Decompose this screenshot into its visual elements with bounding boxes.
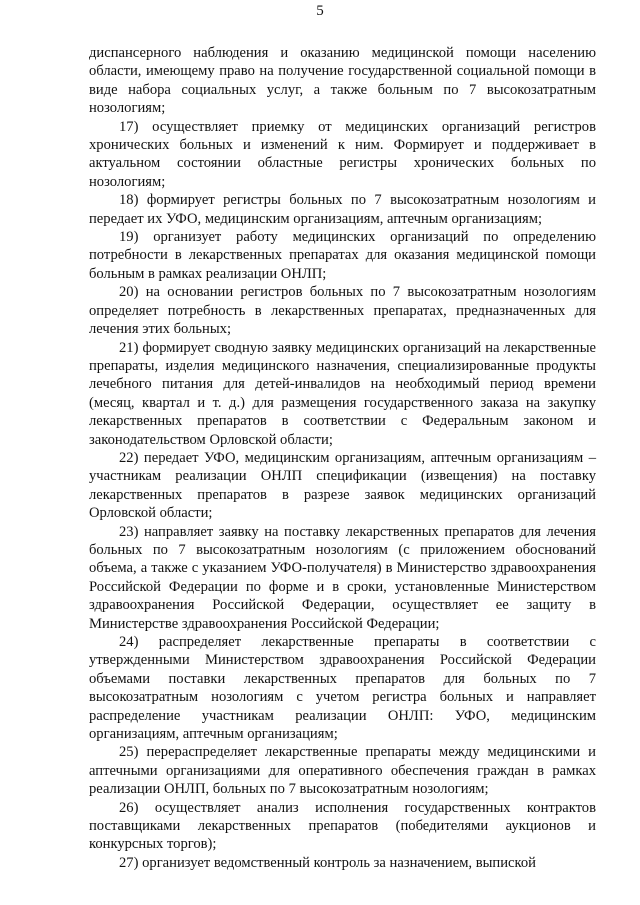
page-number: 5 <box>316 3 324 19</box>
paragraph-item-26: 26) осуществляет анализ исполнения государственных контрактов поставщиками лекарственных препаратов (победителями аукционов и конкурсных торгов); <box>89 799 596 853</box>
paragraph-item-18: 18) формирует регистры больных по 7 высокозатратным нозологиям и передает их УФО, медицинским организациям, аптечным организациям; <box>89 192 596 227</box>
paragraph-item-23: 23) направляет заявку на поставку лекарственных препаратов для лечения больных по 7 высокозатратным нозологиям (с приложением обоснований объема, а также с указанием УФО-получателя) в Министерство здравоохранения Российской Федерации по форме и в сроки, установленные Министерством здравоохранения Российской Федерации, осуществляет ее защиту в Министерстве здравоохранения Российской Федерации; <box>89 523 596 632</box>
document-body <box>89 44 596 872</box>
paragraph-item-20: 20) на основании регистров больных по 7 высокозатратным нозологиям определяет потребность в лекарственных препаратах, предназначенных для лечения этих больных; <box>89 284 596 338</box>
paragraph-continuation: диспансерного наблюдения и оказанию медицинской помощи населению области, имеющему право на получение государственной социальной помощи в виде набора социальных услуг, а также больным по 7 высокозатратным нозологиям; <box>89 45 596 117</box>
paragraph-item-21: 21) формирует сводную заявку медицинских организаций на лекарственные препараты, изделия медицинского назначения, специализированные продукты лечебного питания для детей-инвалидов на необходимый период времени (месяц, квартал и т. д.) для размещения государственного заказа на закупку лекарственных препаратов в соответствии с Федеральным законом и законодательством Орловской области; <box>89 339 596 448</box>
paragraph-item-19: 19) организует работу медицинских организаций по определению потребности в лекарственных препаратах для оказания медицинской помощи больным в рамках реализации ОНЛП; <box>89 229 596 282</box>
paragraph-item-25: 25) перераспределяет лекарственные препараты между медицинскими и аптечными организациями для оперативного обеспечения граждан в рамках реализации ОНЛП, больных по 7 высокозатратным нозологиям; <box>89 744 596 798</box>
paragraph-item-27: 27) организует ведомственный контроль за назначением, выпиской <box>119 854 536 871</box>
paragraph-item-22: 22) передает УФО, медицинским организациям, аптечным организациям – участникам реализации ОНЛП спецификации (извещения) на поставку лекарственных препаратов в разрезе заявок медицинских организаций Орловской области; <box>89 449 596 522</box>
paragraph-item-17: 17) осуществляет приемку от медицинских организаций регистров хронических больных и изменений к ним. Формирует и поддерживает в актуальном состоянии областные регистры хронических больных по нозологиям; <box>89 118 596 190</box>
paragraph-item-24: 24) распределяет лекарственные препараты в соответствии с утвержденными Министерством здравоохранения Российской Федерации объемами поставки лекарственных препаратов для больных по 7 высокозатратным нозологиям с учетом регистра больных и направляет распределение участникам реализации ОНЛП: УФО, медицинским организациям, аптечным организациям; <box>89 634 596 743</box>
